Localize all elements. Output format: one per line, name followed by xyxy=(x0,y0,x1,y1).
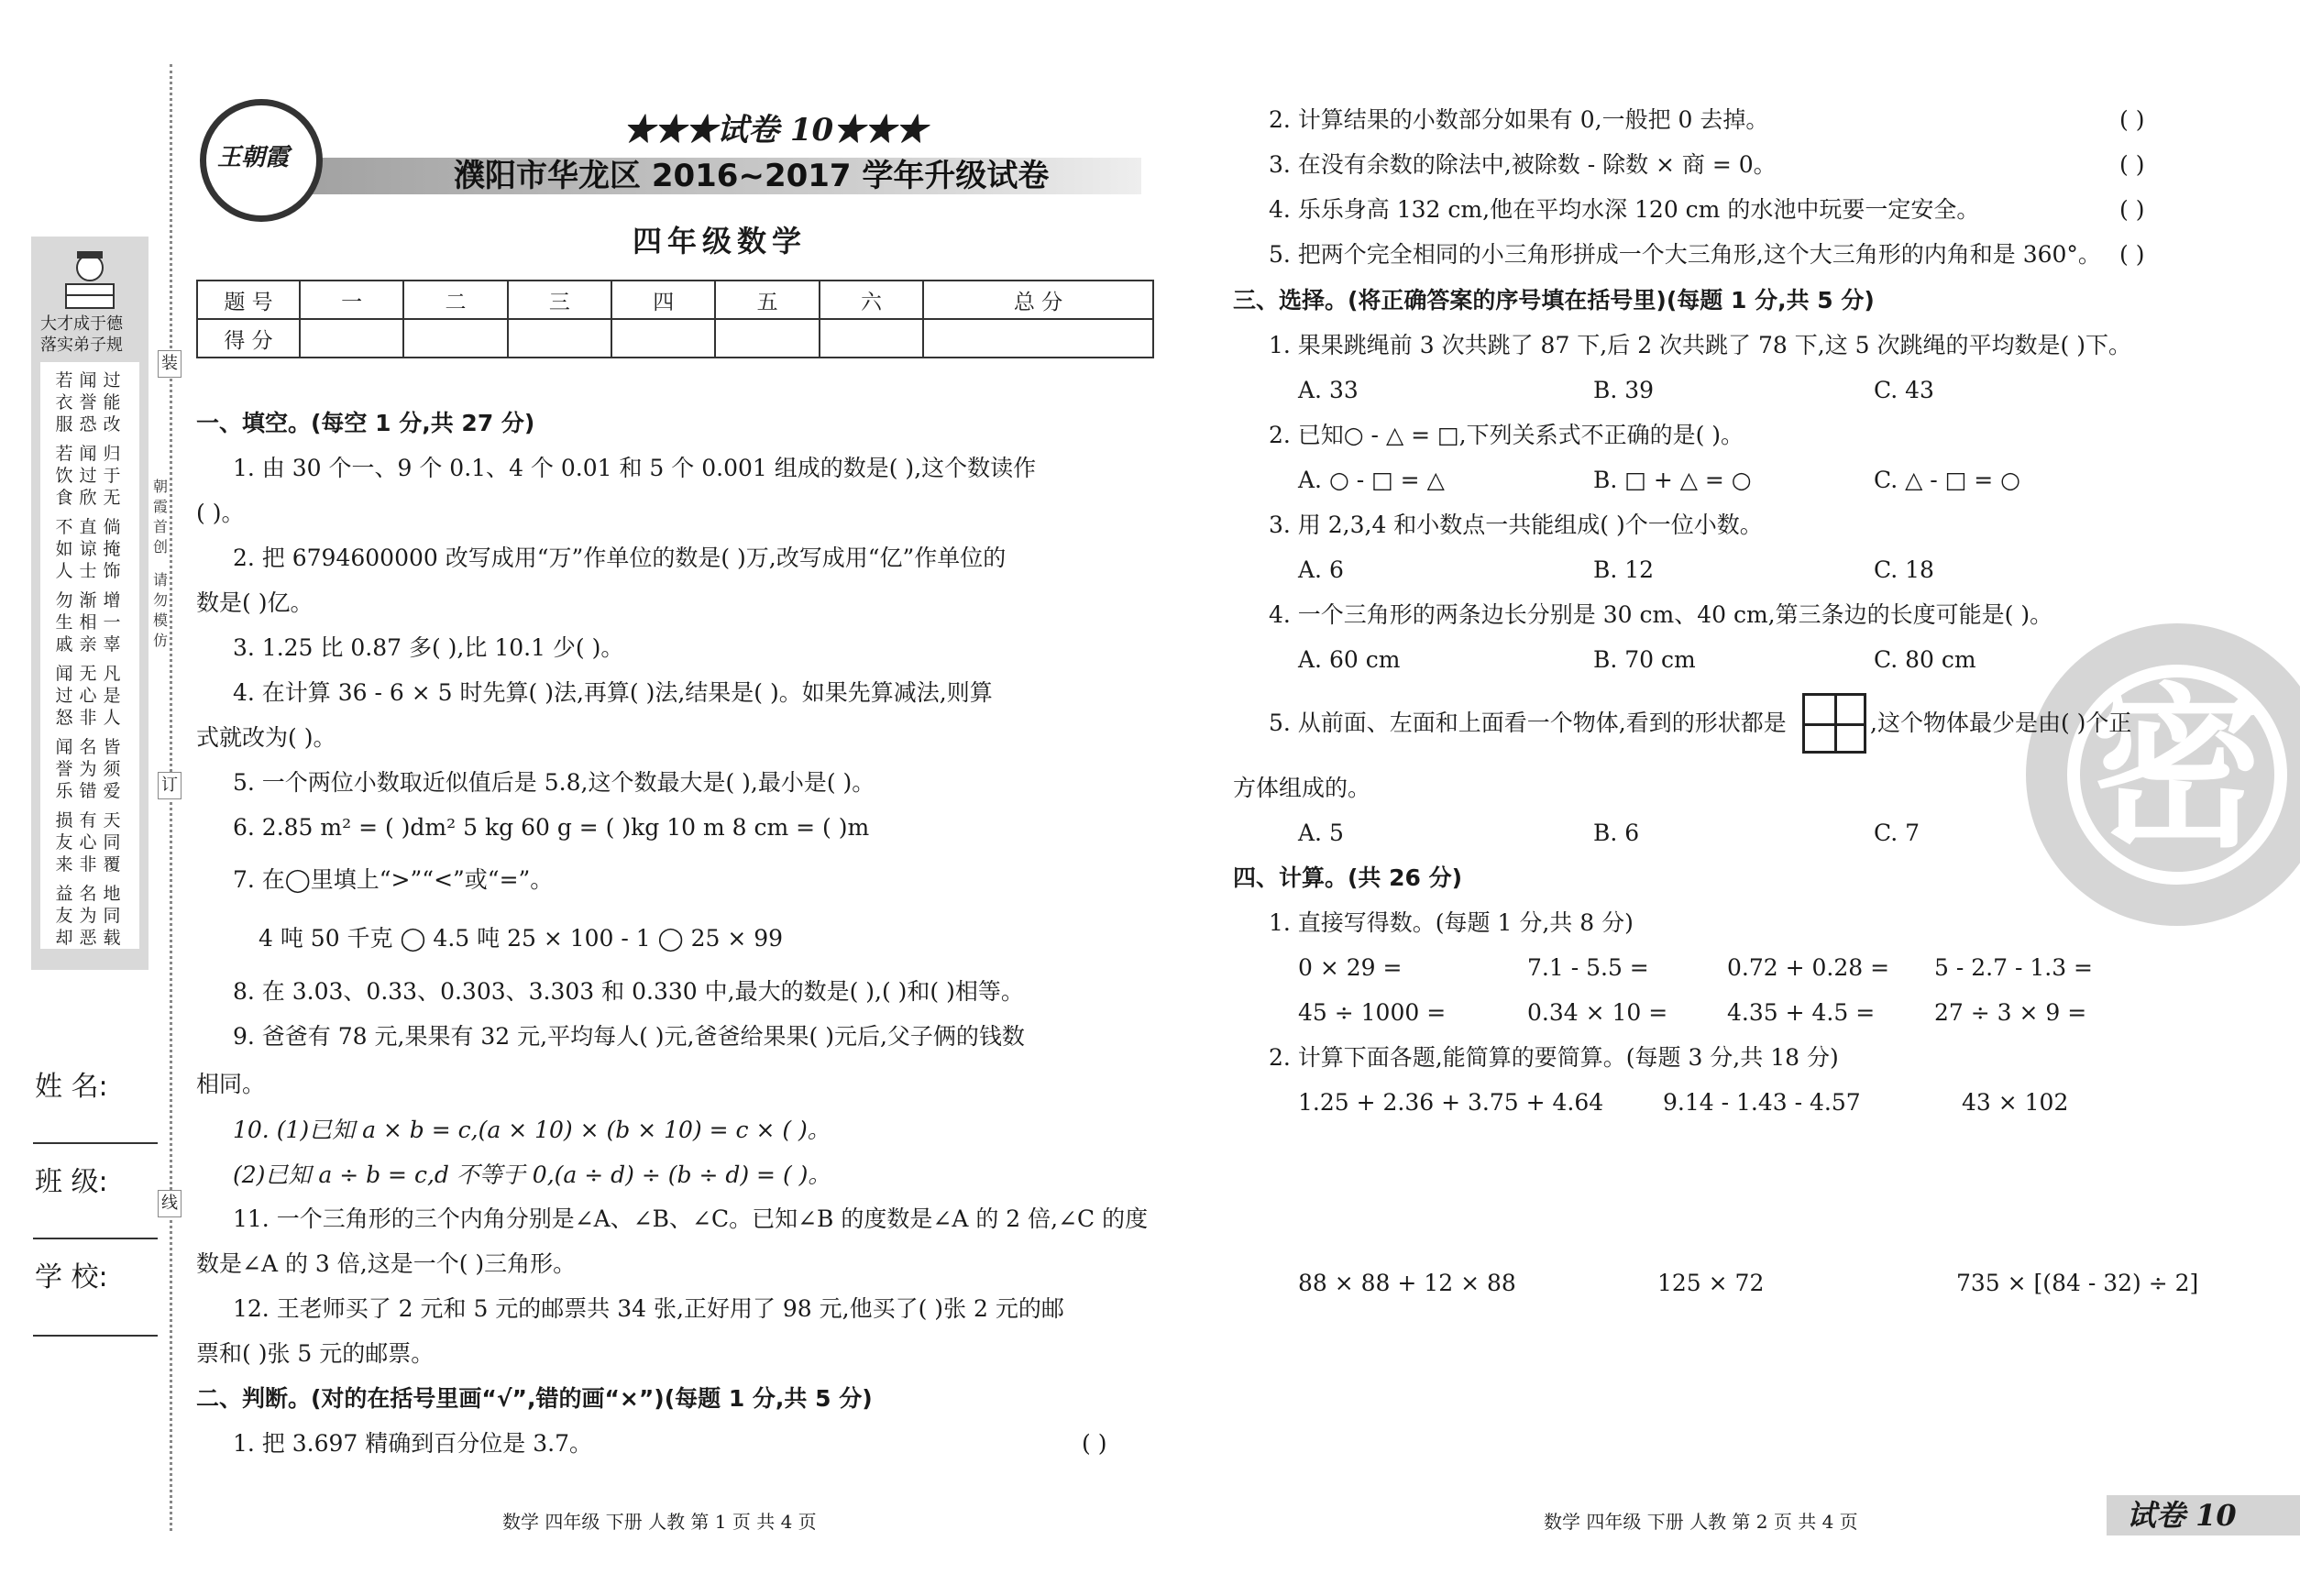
score-header-cell: 三 xyxy=(508,281,611,319)
question-line: 7. 在◯里填上“>”“<”或“=”。 xyxy=(233,866,554,893)
choice-option[interactable]: B. 6 xyxy=(1593,820,1640,846)
motto-text: 若饮食 xyxy=(55,444,73,508)
motto-text: 无心非 xyxy=(79,664,97,728)
motto-text: 名为恶 xyxy=(79,884,97,948)
school-field[interactable] xyxy=(33,1335,158,1337)
school-label: 学 校: xyxy=(35,1261,108,1293)
stamp-text-1: 朝霞首创 xyxy=(152,478,168,556)
score-header-cell: 一 xyxy=(300,281,403,319)
question-line: 8. 在 3.03、0.33、0.303、3.303 和 0.330 中,最大的数是( ),( )和( )相等。 xyxy=(233,978,1024,1005)
motto-text: 归于无 xyxy=(103,444,121,508)
choice-option[interactable]: A. 60 cm xyxy=(1298,646,1401,673)
choice-option[interactable]: A. 6 xyxy=(1298,556,1344,583)
calc-item: 88 × 88 + 12 × 88 xyxy=(1298,1270,1516,1296)
question-line: ( )。 xyxy=(196,500,245,526)
choice-question: 3. 用 2,3,4 和小数点一共能组成( )个一位小数。 xyxy=(1269,512,1763,538)
answer-paren[interactable]: ( ) xyxy=(2119,241,2145,268)
judge-question: 4. 乐乐身高 132 cm,他在平均水深 120 cm 的水池中玩要一定安全。 xyxy=(1269,196,1980,223)
cut-word-2: 订 xyxy=(158,772,182,799)
score-cell[interactable] xyxy=(611,319,715,358)
cut-word-1: 装 xyxy=(158,350,182,378)
class-label: 班 级: xyxy=(35,1166,108,1198)
score-header-cell: 五 xyxy=(715,281,819,319)
question-line: 5. 一个两位小数取近似值后是 5.8,这个数最大是( ),最小是( )。 xyxy=(233,769,875,796)
calc-item: 0.72 + 0.28 = xyxy=(1727,954,1890,981)
question-line: 数是∠A 的 3 倍,这是一个( )三角形。 xyxy=(196,1250,577,1277)
motto-text: 皆须爱 xyxy=(103,737,121,801)
calc-item: 27 ÷ 3 × 9 = xyxy=(1934,999,2087,1026)
calc-item: 0.34 × 10 = xyxy=(1527,999,1668,1026)
question-line: 4. 在计算 36 - 6 × 5 时先算( )法,再算( )法,结果是( )。如果先算减法,则算 xyxy=(233,679,993,706)
motto-text: 有心非 xyxy=(79,810,97,875)
question-line: 数是( )亿。 xyxy=(196,589,314,616)
question-line: 9. 爸爸有 78 元,果果有 32 元,平均每人( )元,爸爸给果果( )元后,父子俩的钱数 xyxy=(233,1023,1025,1050)
question-line: (2)已知 a ÷ b = c,d 不等于 0,(a ÷ d) ÷ (b ÷ d) = ( )。 xyxy=(233,1161,831,1188)
question-line: 式就改为( )。 xyxy=(196,724,336,751)
motto-text: 闻誉乐 xyxy=(55,737,73,801)
motto-text: 凡是人 xyxy=(103,664,121,728)
choice-option[interactable]: B. 12 xyxy=(1593,556,1655,583)
score-cell[interactable] xyxy=(508,319,611,358)
section-4-title: 四、计算。(共 26 分) xyxy=(1233,864,1463,891)
calc-item: 0 × 29 = xyxy=(1298,954,1403,981)
name-field[interactable] xyxy=(33,1142,158,1144)
watermark-char: 密 xyxy=(2089,668,2264,871)
score-cell[interactable] xyxy=(403,319,507,358)
choice-question: 2. 已知○ - △ = □,下列关系式不正确的是( )。 xyxy=(1269,422,1744,448)
page-footer-2: 数学 四年级 下册 人教 第 2 页 共 4 页 xyxy=(1544,1511,1858,1533)
motto-text: 损友来 xyxy=(55,810,73,875)
choice-option[interactable]: B. □ + △ = ○ xyxy=(1593,467,1752,493)
motto-text: 若衣服 xyxy=(55,370,73,435)
choice-question: 1. 果果跳绳前 3 次共跳了 87 下,后 2 次共跳了 78 下,这 5 次跳绳的平均数是( )下。 xyxy=(1269,332,2131,358)
score-cell[interactable] xyxy=(715,319,819,358)
choice-option[interactable]: C. △ - □ = ○ xyxy=(1874,467,2020,493)
question-line: 12. 王老师买了 2 元和 5 元的邮票共 34 张,正好用了 98 元,他买了( )张 2 元的邮 xyxy=(233,1295,1064,1322)
answer-paren[interactable]: ( ) xyxy=(2119,151,2145,178)
motto-text: 直谅士 xyxy=(79,517,97,581)
question-line: 3. 1.25 比 0.87 多( ),比 10.1 少( )。 xyxy=(233,634,624,661)
calc-subtitle: 1. 直接写得数。(每题 1 分,共 8 分) xyxy=(1269,909,1634,936)
choice-option[interactable]: B. 39 xyxy=(1593,377,1655,403)
score-cell[interactable] xyxy=(300,319,403,358)
score-table xyxy=(196,280,1154,358)
question-line: 10. (1)已知 a × b = c,(a × 10) × (b × 10) = c × ( )。 xyxy=(233,1117,831,1143)
motto-text: 勿生戚 xyxy=(55,590,73,655)
calc-item: 7.1 - 5.5 = xyxy=(1527,954,1649,981)
choice-option[interactable]: C. 18 xyxy=(1874,556,1934,583)
score-cell[interactable] xyxy=(820,319,923,358)
question-line: 1. 由 30 个一、9 个 0.1、4 个 0.01 和 5 个 0.001 组成的数是( ),这个数读作 xyxy=(233,455,1037,481)
judge-question: 1. 把 3.697 精确到百分位是 3.7。 xyxy=(233,1430,592,1457)
score-header-cell: 四 xyxy=(611,281,715,319)
choice-option[interactable]: B. 70 cm xyxy=(1593,646,1696,673)
answer-paren[interactable]: ( ) xyxy=(2119,196,2145,223)
choice-option[interactable]: A. 5 xyxy=(1298,820,1344,846)
corner-label: 试卷 10 xyxy=(2127,1498,2237,1533)
seal-logo xyxy=(200,99,323,222)
name-label: 姓 名: xyxy=(35,1071,108,1103)
class-field[interactable] xyxy=(33,1238,158,1239)
motto-text: 名为错 xyxy=(79,737,97,801)
judge-question: 3. 在没有余数的除法中,被除数 - 除数 × 商 = 0。 xyxy=(1269,151,1777,178)
calc-item: 45 ÷ 1000 = xyxy=(1298,999,1447,1026)
score-header-cell: 六 xyxy=(820,281,923,319)
page-title: 濮阳市华龙区 2016~2017 学年升级试卷 xyxy=(454,158,1050,194)
motto-text: 天同覆 xyxy=(103,810,121,875)
calc-item: 125 × 72 xyxy=(1657,1270,1765,1296)
section-2-title: 二、判断。(对的在括号里画“√”,错的画“×”)(每题 1 分,共 5 分) xyxy=(196,1385,873,1412)
choice-question: 5. 从前面、左面和上面看一个物体,看到的形状都是 xyxy=(1269,710,1787,736)
view-squares-icon xyxy=(1802,693,1866,754)
choice-option[interactable]: A. ○ - □ = △ xyxy=(1298,467,1445,493)
calc-item: 1.25 + 2.36 + 3.75 + 4.64 xyxy=(1298,1089,1604,1116)
page-subtitle: 四年级数学 xyxy=(633,224,808,259)
motto-text: 过能改 xyxy=(103,370,121,435)
motto-header-2: 落实弟子规 xyxy=(40,336,123,355)
motto-text: 益友却 xyxy=(55,884,73,948)
score-table-header-row xyxy=(197,281,1153,319)
answer-paren[interactable]: ( ) xyxy=(2119,106,2145,133)
cut-word-3: 线 xyxy=(158,1190,182,1217)
judge-question: 2. 计算结果的小数部分如果有 0,一般把 0 去掉。 xyxy=(1269,106,1769,133)
calc-item: 9.14 - 1.43 - 4.57 xyxy=(1663,1089,1861,1116)
seal-text: 王朝霞 xyxy=(217,144,290,171)
motto-text: 不如人 xyxy=(55,517,73,581)
score-table-score-row xyxy=(197,319,1153,358)
answer-paren[interactable]: ( ) xyxy=(1082,1430,1107,1457)
judge-question: 5. 把两个完全相同的小三角形拼成一个大三角形,这个大三角形的内角和是 360°。 xyxy=(1269,241,2101,268)
page-footer-1: 数学 四年级 下册 人教 第 1 页 共 4 页 xyxy=(502,1511,817,1533)
motto-text: 闻誉恐 xyxy=(79,370,97,435)
question-line: 4 吨 50 千克 ◯ 4.5 吨 25 × 100 - 1 ◯ 25 × 99 xyxy=(259,925,784,952)
score-header-cell: 总 分 xyxy=(923,281,1153,319)
section-1-title: 一、填空。(每空 1 分,共 27 分) xyxy=(196,410,535,436)
score-cell[interactable] xyxy=(923,319,1153,358)
score-header-cell: 二 xyxy=(403,281,507,319)
score-header-cell: 题 号 xyxy=(197,281,300,319)
question-line: 11. 一个三角形的三个内角分别是∠A、∠B、∠C。已知∠B 的度数是∠A 的 2 倍,∠C 的度 xyxy=(233,1205,1149,1232)
motto-text: 渐相亲 xyxy=(79,590,97,655)
motto-text: 闻过欣 xyxy=(79,444,97,508)
question-line: 相同。 xyxy=(196,1071,266,1097)
calc-item: 735 × [(84 - 32) ÷ 2] xyxy=(1956,1270,2199,1296)
choice-question: ,这个物体最少是由( )个正 xyxy=(1870,710,2132,736)
choice-option[interactable]: A. 33 xyxy=(1298,377,1359,403)
calc-subtitle: 2. 计算下面各题,能简算的要简算。(每题 3 分,共 18 分) xyxy=(1269,1044,1839,1071)
calc-item: 4.35 + 4.5 = xyxy=(1727,999,1876,1026)
motto-text: 增一辜 xyxy=(103,590,121,655)
question-line: 6. 2.85 m² = ( )dm² 5 kg 60 g = ( )kg 10 m 8 cm = ( )m xyxy=(233,814,870,841)
calc-item: 5 - 2.7 - 1.3 = xyxy=(1934,954,2093,981)
choice-option[interactable]: C. 43 xyxy=(1874,377,1934,403)
score-row-label: 得 分 xyxy=(197,319,300,358)
motto-text: 倘掩饰 xyxy=(103,517,121,581)
choice-question: 方体组成的。 xyxy=(1233,775,1371,801)
choice-question: 4. 一个三角形的两条边长分别是 30 cm、40 cm,第三条边的长度可能是( )。 xyxy=(1269,601,2053,628)
choice-option[interactable]: C. 80 cm xyxy=(1874,646,1976,673)
section-3-title: 三、选择。(将正确答案的序号填在括号里)(每题 1 分,共 5 分) xyxy=(1233,287,1875,314)
calc-item: 43 × 102 xyxy=(1962,1089,2069,1116)
motto-text: 地同载 xyxy=(103,884,121,948)
question-line: 票和( )张 5 元的邮票。 xyxy=(196,1340,435,1367)
stamp-text-2: 请勿模仿 xyxy=(152,571,168,649)
motto-header-1: 大才成于德 xyxy=(40,314,123,334)
motto-text: 闻过怒 xyxy=(55,664,73,728)
choice-option[interactable]: C. 7 xyxy=(1874,820,1920,846)
series-label: ★★★试卷 10★★★ xyxy=(623,112,928,149)
cartoon-scholar-icon xyxy=(53,248,127,312)
question-line: 2. 把 6794600000 改写成用“万”作单位的数是( )万,改写成用“亿”作单位的 xyxy=(233,545,1007,571)
